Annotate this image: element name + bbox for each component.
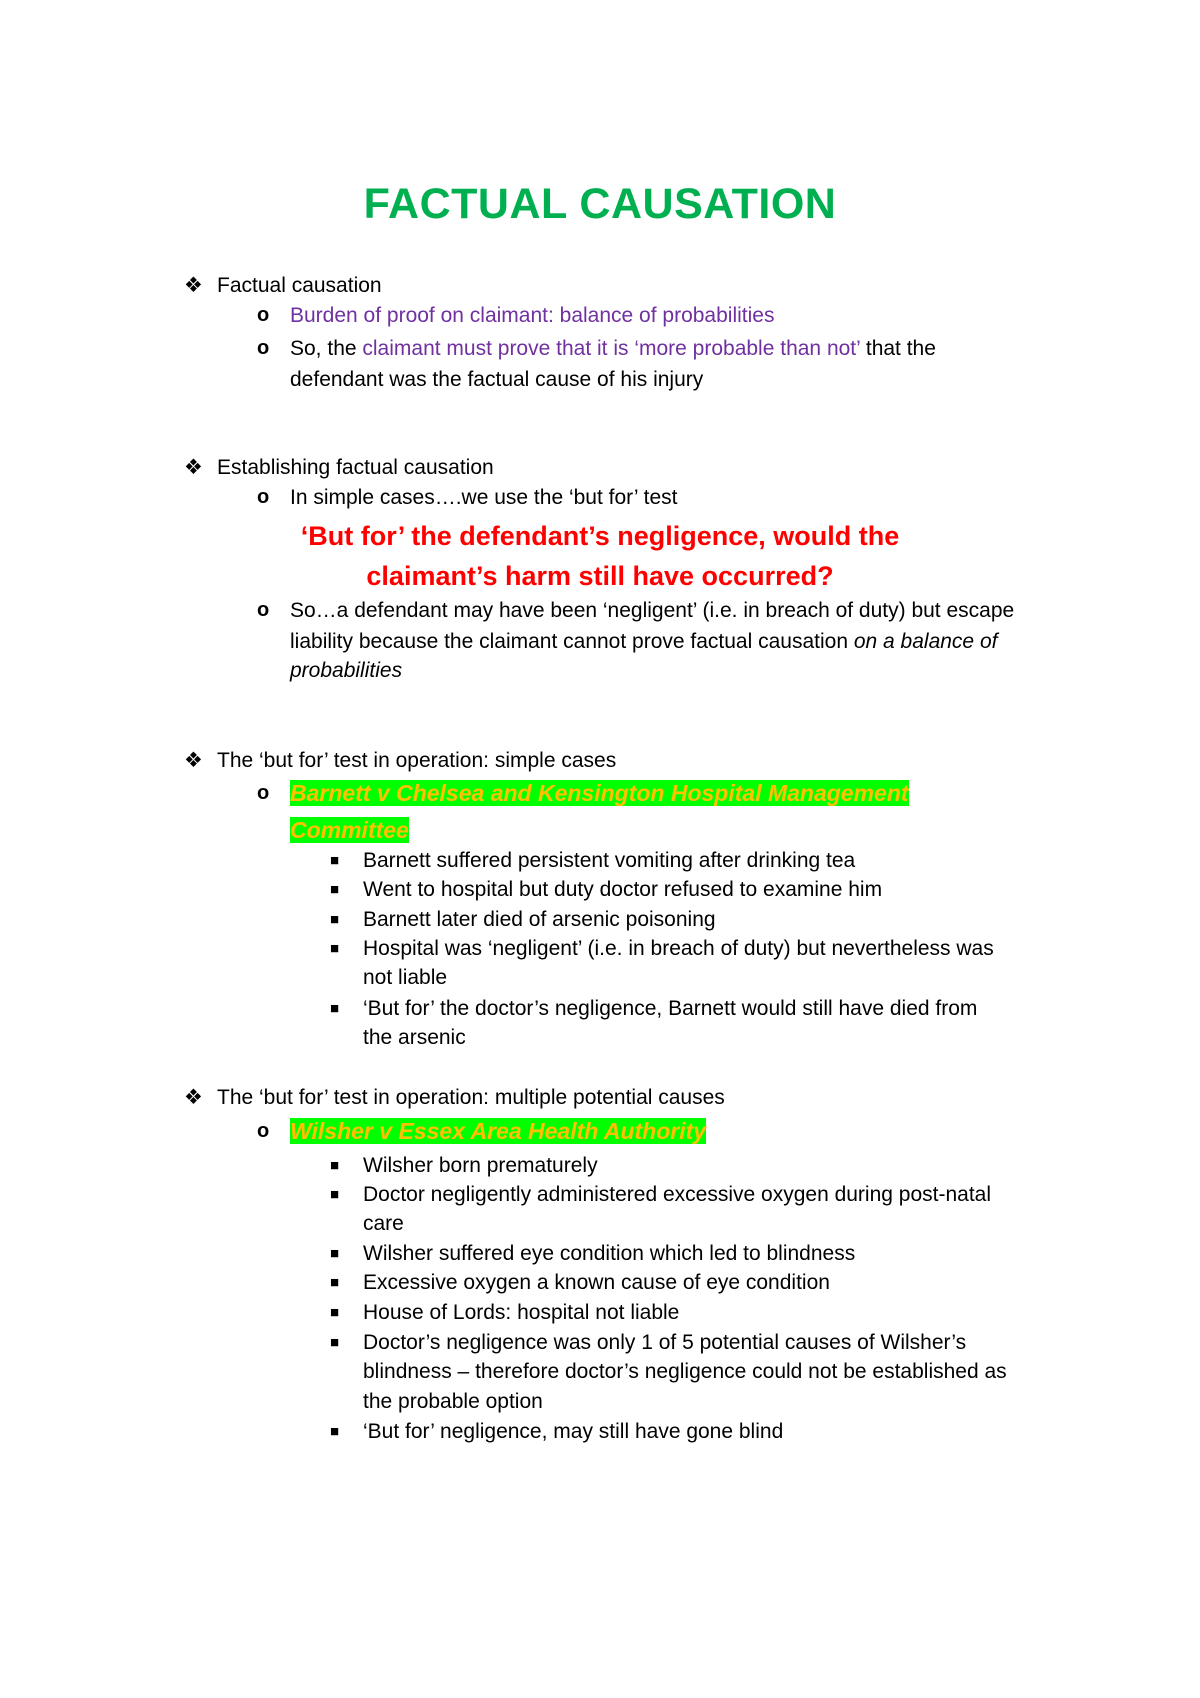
more-probable-text: So, the claimant must prove that it is ‘more probable than not’ that the [290, 337, 936, 360]
list-item: Doctor negligently administered excessive oxygen during post-natal [363, 1183, 992, 1206]
section-heading-multiple-causes: The ‘but for’ test in operation: multiple potential causes [217, 1086, 725, 1109]
square-bullet-icon: ■ [330, 940, 340, 957]
escape-liability-text-line3: probabilities [290, 659, 403, 682]
list-item-continuation: not liable [363, 966, 448, 989]
list-item: Wilsher born prematurely [363, 1154, 598, 1177]
section-heading-simple-cases: The ‘but for’ test in operation: simple cases [217, 749, 617, 772]
square-bullet-icon: ■ [330, 1423, 340, 1440]
case-name-barnett: Barnett v Chelsea and Kensington Hospital Management [290, 780, 909, 806]
simple-cases-text: In simple cases….we use the ‘but for’ test [290, 486, 678, 509]
circle-bullet-icon: o [257, 1120, 270, 1142]
list-item: Hospital was ‘negligent’ (i.e. in breach of duty) but nevertheless was [363, 937, 994, 960]
list-item: Excessive oxygen a known cause of eye condition [363, 1271, 830, 1294]
more-probable-text-line2: defendant was the factual cause of his injury [290, 368, 704, 391]
square-bullet-icon: ■ [330, 1274, 340, 1291]
circle-bullet-icon: o [257, 486, 270, 508]
circle-bullet-icon: o [257, 304, 270, 326]
list-item: Wilsher suffered eye condition which led to blindness [363, 1242, 856, 1265]
square-bullet-icon: ■ [330, 911, 340, 928]
list-item-continuation: the arsenic [363, 1026, 466, 1049]
list-item: ‘But for’ the doctor’s negligence, Barnett would still have died from [363, 997, 978, 1020]
case-name-wilsher: Wilsher v Essex Area Health Authority [290, 1118, 707, 1144]
but-for-question-line2: claimant’s harm still have occurred? [366, 561, 834, 591]
escape-liability-text-line2: liability because the claimant cannot prove factual causation on a balance of [290, 630, 998, 653]
diamond-bullet-icon: ❖ [184, 456, 203, 479]
page-title: FACTUAL CAUSATION [363, 180, 837, 228]
list-item-continuation: blindness – therefore doctor’s negligence could not be established as [363, 1360, 1007, 1383]
square-bullet-icon: ■ [330, 1157, 340, 1174]
square-bullet-icon: ■ [330, 1334, 340, 1351]
escape-liability-text: So…a defendant may have been ‘negligent’ (i.e. in breach of duty) but escape [290, 599, 1015, 622]
diamond-bullet-icon: ❖ [184, 274, 203, 297]
square-bullet-icon: ■ [330, 881, 340, 898]
square-bullet-icon: ■ [330, 1245, 340, 1262]
square-bullet-icon: ■ [330, 852, 340, 869]
section-heading-factual-causation: Factual causation [217, 274, 382, 297]
list-item-continuation: the probable option [363, 1390, 543, 1413]
list-item: Doctor’s negligence was only 1 of 5 potential causes of Wilsher’s [363, 1331, 967, 1354]
list-item: Barnett later died of arsenic poisoning [363, 908, 716, 931]
burden-of-proof-text: Burden of proof on claimant: balance of probabilities [290, 304, 775, 327]
square-bullet-icon: ■ [330, 1000, 340, 1017]
list-item: Went to hospital but duty doctor refused to examine him [363, 878, 883, 901]
but-for-question-line1: ‘But for’ the defendant’s negligence, would the [300, 521, 900, 551]
list-item: House of Lords: hospital not liable [363, 1301, 680, 1324]
list-item-continuation: care [363, 1212, 404, 1235]
circle-bullet-icon: o [257, 599, 270, 621]
section-heading-establishing: Establishing factual causation [217, 456, 494, 479]
circle-bullet-icon: o [257, 782, 270, 804]
case-name-barnett-line2: Committee [290, 817, 409, 843]
list-item: ‘But for’ negligence, may still have gone blind [363, 1420, 784, 1443]
square-bullet-icon: ■ [330, 1304, 340, 1321]
list-item: Barnett suffered persistent vomiting after drinking tea [363, 849, 856, 872]
diamond-bullet-icon: ❖ [184, 1086, 203, 1109]
square-bullet-icon: ■ [330, 1186, 340, 1203]
circle-bullet-icon: o [257, 337, 270, 359]
diamond-bullet-icon: ❖ [184, 749, 203, 772]
